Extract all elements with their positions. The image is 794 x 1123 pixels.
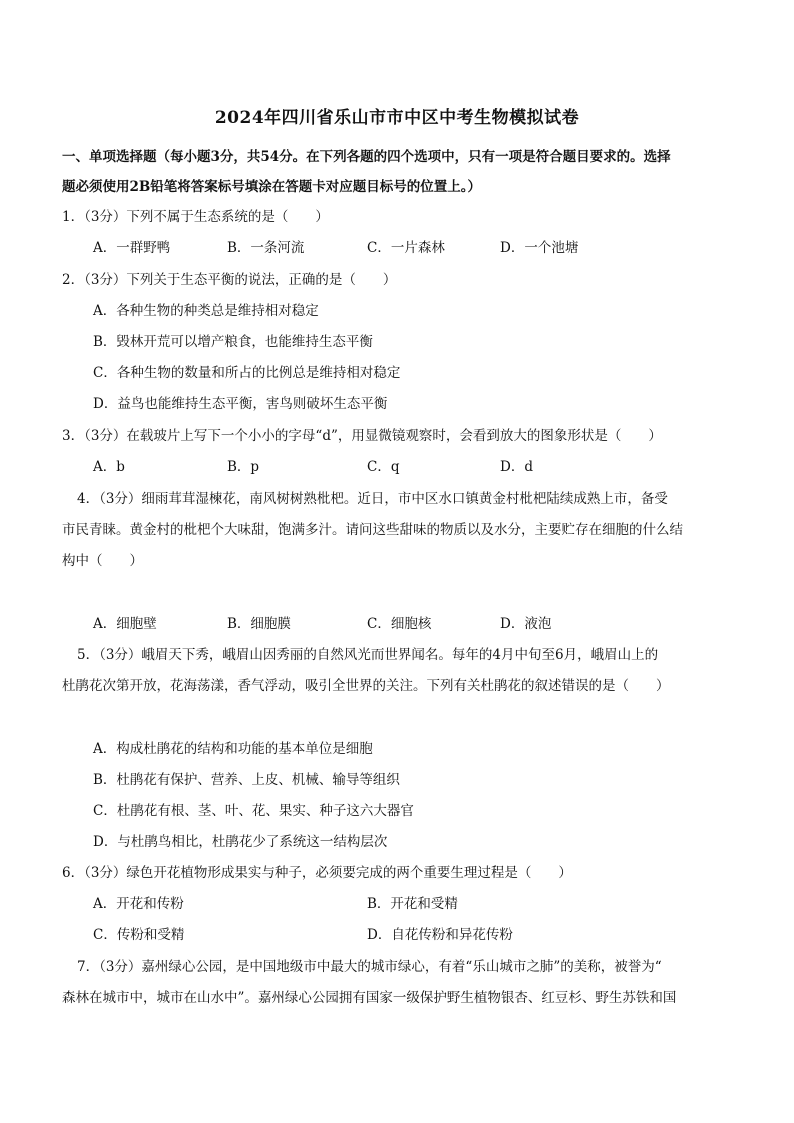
question-5-option-c: C．杜鹃花有根、茎、叶、花、果实、种子这六大器官 bbox=[93, 803, 414, 819]
question-1-option-d: D．一个池塘 bbox=[500, 240, 579, 256]
question-4-option-c: C．细胞核 bbox=[367, 616, 432, 632]
section-heading-line-1: 一、单项选择题（每小题3分，共54分。在下列各题的四个选项中，只有一项是符合题目要求的。选择 bbox=[62, 149, 671, 165]
question-4-stem-line-1: 4．（3分）细雨茸茸湿楝花，南风树树熟枇杷。近日，市中区水口镇黄金村枇杷陆续成熟上市，备受 bbox=[77, 491, 668, 507]
question-6-option-a: A．开花和传粉 bbox=[93, 896, 184, 912]
exam-title: 2024年四川省乐山市市中区中考生物模拟试卷 bbox=[214, 108, 580, 128]
question-6-option-b: B．开花和受精 bbox=[367, 896, 458, 912]
question-5-stem-line-1: 5．（3分）峨眉天下秀，峨眉山因秀丽的自然风光而世界闻名。每年的4月中旬至6月，峨眉山上的 bbox=[77, 647, 659, 663]
question-5-option-b: B．杜鹃花有保护、营养、上皮、机械、输导等组织 bbox=[93, 772, 400, 788]
section-heading-line-2: 题必须使用2B铅笔将答案标号填涂在答题卡对应题目标号的位置上。） bbox=[62, 179, 482, 195]
question-1-stem: 1．（3分）下列不属于生态系统的是（ ） bbox=[62, 209, 329, 225]
question-3-stem: 3．（3分）在载玻片上写下一个小小的字母“d”，用显微镜观察时，会看到放大的图象形状是（ ） bbox=[62, 428, 662, 444]
question-5-option-a: A．构成杜鹃花的结构和功能的基本单位是细胞 bbox=[93, 741, 373, 757]
question-1-option-b: B．一条河流 bbox=[227, 240, 305, 256]
question-2-stem: 2．（3分）下列关于生态平衡的说法，正确的是（ ） bbox=[62, 272, 397, 288]
question-2-option-b: B．毁林开荒可以增产粮食，也能维持生态平衡 bbox=[93, 334, 373, 350]
question-4-option-b: B．细胞膜 bbox=[227, 616, 291, 632]
question-3-option-d: D．d bbox=[500, 459, 533, 475]
question-5-option-d: D．与杜鹃鸟相比，杜鹃花少了系统这一结构层次 bbox=[93, 834, 388, 850]
question-4-stem-line-2: 市民青睐。黄金村的枇杷个大味甜，饱满多汁。请问这些甜味的物质以及水分，主要贮存在细胞的什么结 bbox=[62, 522, 683, 538]
question-7-stem-line-1: 7．（3分）嘉州绿心公园，是中国地级市中最大的城市绿心，有着“乐山城市之肺”的美称，被誉为“ bbox=[77, 959, 662, 975]
question-4-stem-line-3: 构中（ ） bbox=[62, 553, 143, 569]
question-4-option-d: D．液泡 bbox=[500, 616, 552, 632]
question-3-option-b: B．p bbox=[227, 459, 260, 475]
question-6-option-c: C．传粉和受精 bbox=[93, 927, 185, 943]
question-1-option-c: C．一片森林 bbox=[367, 240, 445, 256]
question-2-option-c: C．各种生物的数量和所占的比例总是维持相对稳定 bbox=[93, 365, 401, 381]
question-2-option-d: D．益鸟也能维持生态平衡，害鸟则破坏生态平衡 bbox=[93, 396, 388, 412]
question-2-option-a: A．各种生物的种类总是维持相对稳定 bbox=[93, 303, 319, 319]
section-heading bbox=[62, 142, 738, 202]
question-1-option-a: A．一群野鸭 bbox=[93, 240, 171, 256]
question-7-stem-line-2: 森林在城市中，城市在山水中”。嘉州绿心公园拥有国家一级保护野生植物银杏、红豆杉、野生苏铁和国 bbox=[62, 990, 677, 1006]
question-6-stem: 6．（3分）绿色开花植物形成果实与种子，必须要完成的两个重要生理过程是（ ） bbox=[62, 865, 572, 881]
question-3-option-c: C．q bbox=[367, 459, 400, 475]
question-6-option-d: D．自花传粉和异花传粉 bbox=[367, 927, 513, 943]
question-5-stem-line-2: 杜鹃花次第开放，花海荡漾，香气浮动，吸引全世界的关注。下列有关杜鹃花的叙述错误的是（ ） bbox=[62, 678, 670, 694]
question-3-option-a: A．b bbox=[93, 459, 125, 475]
question-4-option-a: A．细胞壁 bbox=[93, 616, 157, 632]
